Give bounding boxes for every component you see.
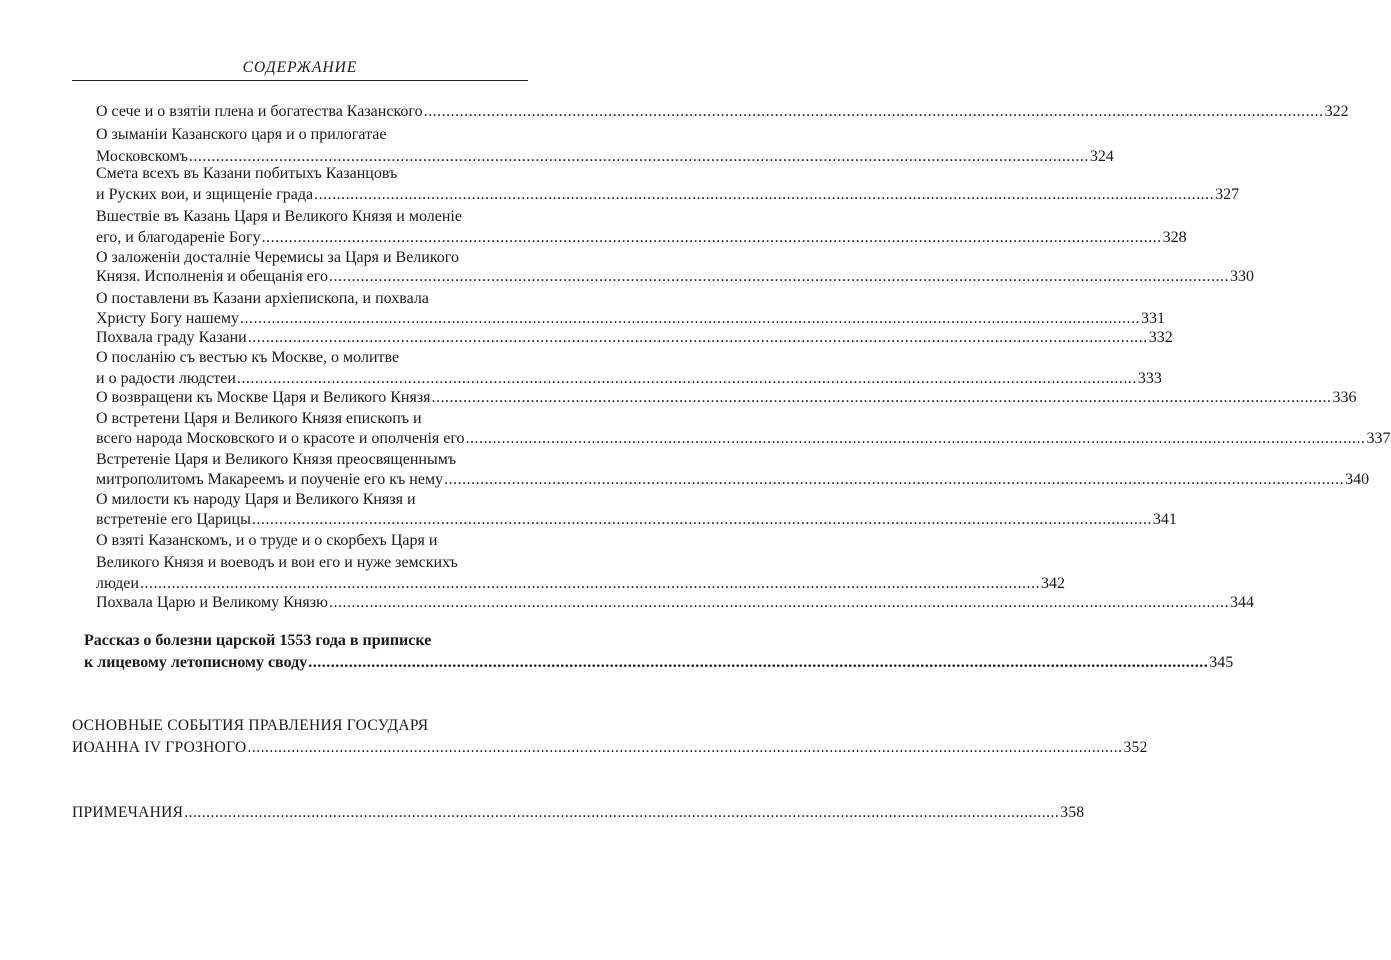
- toc-entry-line: О встретени Царя и Великого Князя епископъ и: [96, 410, 422, 427]
- toc-entry-line: Великого Князя и воеводъ и вои его и нуже земскихъ: [96, 554, 458, 571]
- toc-entry[interactable]: [96, 266, 1254, 288]
- toc-entry[interactable]: [96, 509, 1177, 531]
- toc-entry-title: и Руских вои, и зщищеніе града: [96, 186, 314, 203]
- toc-entry-page: 331: [1140, 310, 1165, 327]
- toc-entry-page: 341: [1152, 511, 1177, 528]
- leader-dots: ........................................................................................................................................................................................................: [188, 148, 1089, 165]
- toc-entry-title: Князя. Исполненія и обещанія его: [96, 268, 328, 285]
- toc-entry-title: всего народа Московского и о красоте и ополченія его: [96, 430, 465, 447]
- toc-entry-title: Похвала граду Казани: [96, 329, 247, 346]
- toc-entry[interactable]: [96, 387, 1357, 409]
- toc-entry-line: О посланію съ вестью къ Москве, о молитве: [96, 349, 400, 366]
- toc-entry[interactable]: [96, 101, 1349, 123]
- toc-entry[interactable]: [96, 428, 1391, 450]
- toc-entry-page: 337: [1366, 430, 1391, 447]
- toc-entry-line: Вшествіе въ Казань Царя и Великого Князя и моленіе: [96, 208, 462, 225]
- toc-entry-line: О взяті Казанскомъ, и о труде и о скорбехъ Царя и: [96, 532, 438, 549]
- leader-dots: ........................................................................................................................................................................................................: [308, 654, 1209, 671]
- toc-entry-page: 345: [1209, 654, 1234, 671]
- toc-entry-title: людеи: [96, 575, 139, 592]
- leader-dots: ........................................................................................................................................................................................................: [431, 389, 1332, 406]
- leader-dots: ........................................................................................................................................................................................................: [139, 575, 1040, 592]
- toc-entry-line: О милости къ народу Царя и Великого Князя и: [96, 491, 416, 508]
- toc-entry-title: О возвращени къ Москве Царя и Великого Князя: [96, 389, 431, 406]
- toc-entry-page: 358: [1060, 804, 1085, 821]
- leader-dots: ........................................................................................................................................................................................................: [247, 739, 1123, 756]
- toc-entry-title: О сече и о взятіи плена и богатества Казанского: [96, 103, 423, 120]
- toc-entry-page: 330: [1229, 268, 1254, 285]
- toc-entry-page: 340: [1345, 471, 1370, 488]
- toc-entry-line: Встретеніе Царя и Великого Князя преосвященнымъ: [96, 451, 457, 468]
- toc-entry-title: встретеніе его Царицы: [96, 511, 251, 528]
- leader-dots: ........................................................................................................................................................................................................: [444, 471, 1345, 488]
- leader-dots: ........................................................................................................................................................................................................: [465, 430, 1366, 447]
- leader-dots: ........................................................................................................................................................................................................: [328, 594, 1229, 611]
- leader-dots: ........................................................................................................................................................................................................: [328, 268, 1229, 285]
- leader-dots: ........................................................................................................................................................................................................: [239, 310, 1140, 327]
- toc-entry-page: 336: [1332, 389, 1357, 406]
- leader-dots: ........................................................................................................................................................................................................: [184, 804, 1060, 821]
- header-rule: [72, 80, 528, 81]
- toc-section-entry[interactable]: [72, 802, 1085, 824]
- toc-section-line: Рассказ о болезни царской 1553 года в приписке: [84, 632, 432, 649]
- toc-entry-page: 342: [1040, 575, 1065, 592]
- leader-dots: ........................................................................................................................................................................................................: [236, 370, 1137, 387]
- toc-entry-page: 332: [1148, 329, 1173, 346]
- toc-entry-line: О заложеніи досталніе Черемисы за Царя и Великого: [96, 249, 459, 266]
- toc-entry-title: ИОАННА IV ГРОЗНОГО: [72, 739, 247, 756]
- toc-section-entry[interactable]: [72, 737, 1148, 759]
- toc-entry-page: 344: [1229, 594, 1254, 611]
- leader-dots: ........................................................................................................................................................................................................: [251, 511, 1152, 528]
- toc-entry-page: 352: [1123, 739, 1148, 756]
- toc-entry-page: 333: [1137, 370, 1162, 387]
- toc-section-entry[interactable]: [84, 652, 1234, 674]
- leader-dots: ........................................................................................................................................................................................................: [314, 186, 1215, 203]
- toc-entry[interactable]: [96, 327, 1173, 349]
- toc-entry-line: О поставлени въ Казани архіепископа, и похвала: [96, 290, 429, 307]
- toc-entry-page: 328: [1162, 229, 1187, 246]
- toc-entry-title: Похвала Царю и Великому Князю: [96, 594, 328, 611]
- toc-entry[interactable]: [96, 184, 1240, 206]
- toc-entry[interactable]: [96, 592, 1254, 614]
- toc-entry-title: к лицевому летописному своду: [84, 654, 308, 671]
- toc-section-line: ОСНОВНЫЕ СОБЫТИЯ ПРАВЛЕНИЯ ГОСУДАРЯ: [72, 717, 429, 734]
- toc-entry-title: Московскомъ: [96, 148, 188, 165]
- leader-dots: ........................................................................................................................................................................................................: [423, 103, 1324, 120]
- toc-entry-page: 322: [1324, 103, 1349, 120]
- toc-entry-title: митрополитомъ Макареемъ и поученіе его къ нему: [96, 471, 444, 488]
- toc-entry-title: его, и благодареніе Богу: [96, 229, 261, 246]
- toc-entry-line: О зыманіи Казанского царя и о прилогатае: [96, 126, 387, 143]
- toc-entry-title: Христу Богу нашему: [96, 310, 239, 327]
- toc-entry-title: и о радости людстеи: [96, 370, 236, 387]
- toc-entry-page: 327: [1215, 186, 1240, 203]
- toc-entry-page: 324: [1089, 148, 1114, 165]
- toc-entry[interactable]: [96, 469, 1370, 491]
- toc-entry-line: Смета всехъ въ Казани побитыхъ Казанцовъ: [96, 165, 398, 182]
- toc-entry-title: ПРИМЕЧАНИЯ: [72, 804, 184, 821]
- running-header: СОДЕРЖАНИЕ: [242, 59, 358, 76]
- toc-entry[interactable]: [96, 227, 1187, 249]
- leader-dots: ........................................................................................................................................................................................................: [247, 329, 1148, 346]
- leader-dots: ........................................................................................................................................................................................................: [261, 229, 1162, 246]
